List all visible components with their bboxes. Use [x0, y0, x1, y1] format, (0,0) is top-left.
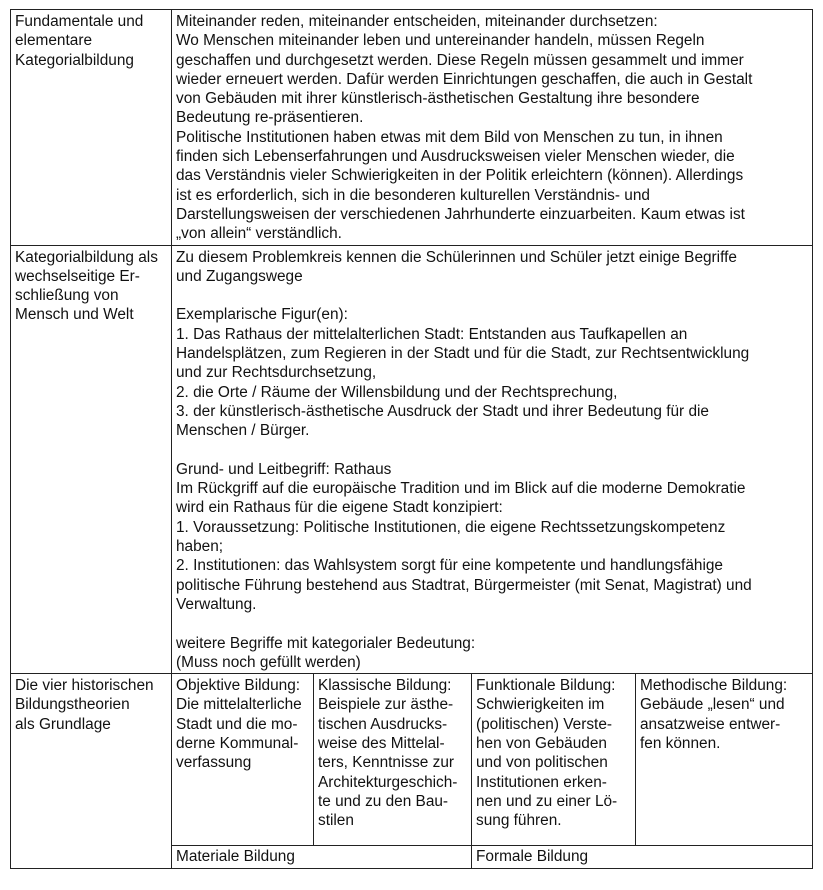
label-line: elementare	[15, 32, 92, 50]
text-line: wieder erneuert werden. Dafür werden Einrichtungen geschaffen, die auch in Gestalt	[176, 70, 753, 88]
text-line: verfassung	[176, 754, 252, 772]
text-line: Objektive Bildung:	[176, 677, 301, 695]
table-row	[11, 674, 813, 846]
text-line: von Gebäuden mit ihrer künstlerisch-ästhetischen Gestaltung ihre besondere	[176, 90, 700, 108]
text-line: Darstellungsweisen der verschiedenen Jahrhunderte einzuarbeiten. Kaum etwas ist	[176, 205, 745, 223]
text-line: Materiale Bildung	[176, 848, 295, 866]
text-line: geschaffen und durchgesetzt werden. Diese Regeln müssen gesammelt und immer	[176, 51, 744, 69]
text-line: weitere Begriffe mit kategorialer Bedeutung:	[176, 634, 476, 652]
label-line: wechselseitige Er-	[15, 267, 140, 285]
row-label-cell	[11, 10, 172, 246]
text-line: Handelsplätzen, zum Regieren in der Stadt und für die Stadt, zur Rechtsentwicklung	[176, 345, 750, 363]
text-line: fen können.	[640, 734, 721, 752]
text-line: das Verständnis vieler Schwierigkeiten in der Politik erleichtern (können). Allerdings	[176, 167, 744, 185]
text-line: haben;	[176, 538, 224, 556]
objektive-bildung-cell	[172, 674, 314, 846]
text-line: Klassische Bildung:	[318, 677, 452, 695]
text-line: Methodische Bildung:	[640, 677, 788, 695]
label-line: schließung von	[15, 287, 119, 305]
text-line: Architekturgeschich-	[318, 773, 458, 791]
text-line: (politischen) Verste-	[476, 715, 613, 733]
text-line: sung führen.	[476, 812, 562, 830]
row-label-cell	[11, 674, 172, 869]
text-line: Grund- und Leitbegriff: Rathaus	[176, 460, 392, 478]
text-line: tischen Ausdrucks-	[318, 715, 448, 733]
text-line: 1. Voraussetzung: Politische Institutionen, die eigene Rechtssetzungskompetenz	[176, 518, 726, 536]
text-line: Beispiele zur ästhe-	[318, 696, 454, 714]
text-line: Verwaltung.	[176, 595, 257, 613]
text-line: „von allein“ verständlich.	[176, 225, 342, 243]
text-line: und von politischen	[476, 754, 608, 772]
text-line: Politische Institutionen haben etwas mit dem Bild von Menschen zu tun, in ihnen	[176, 128, 723, 146]
label-line: als Grundlage	[15, 715, 111, 733]
text-line: (Muss noch gefüllt werden)	[176, 653, 361, 671]
text-line: und Zugangswege	[176, 267, 303, 285]
text-line: derne Kommunal-	[176, 734, 299, 752]
text-line: weise des Mittelal-	[318, 734, 445, 752]
text-line: te und zu den Bau-	[318, 792, 449, 810]
text-line: politische Führung bestehend aus Stadtrat, Bürgermeister (mit Senat, Magistrat) und	[176, 576, 752, 594]
bildung-table	[10, 9, 813, 869]
text-line: 2. die Orte / Räume der Willensbildung und der Rechtsprechung,	[176, 383, 618, 401]
text-line: finden sich Lebenserfahrungen und Ausdrucksweisen vieler Menschen wieder, die	[176, 148, 735, 166]
label-line: Mensch und Welt	[15, 306, 134, 324]
text-line: stilen	[318, 812, 354, 830]
text-line: Stadt und die mo-	[176, 715, 298, 733]
text-line: nen und zu einer Lö-	[476, 792, 618, 810]
label-line: Die vier historischen	[15, 677, 154, 695]
text-line: Schwierigkeiten im	[476, 696, 605, 714]
text-line: Bedeutung re-präsentieren.	[176, 109, 364, 127]
table-row	[11, 245, 813, 674]
text-line: Wo Menschen miteinander leben und untereinander handeln, müssen Regeln	[176, 32, 705, 50]
row-label-cell	[11, 245, 172, 674]
content-cell	[172, 10, 813, 246]
text-line: Institutionen erken-	[476, 773, 607, 791]
table-row	[11, 10, 813, 246]
methodische-bildung-cell	[636, 674, 813, 846]
text-line: Zu diesem Problemkreis kennen die Schülerinnen und Schüler jetzt einige Begriffe	[176, 248, 737, 266]
text-line: ansatzweise entwer-	[640, 715, 781, 733]
text-line: und zur Rechtsdurchsetzung,	[176, 364, 377, 382]
text-line: Menschen / Bürger.	[176, 422, 310, 440]
text-line: hen von Gebäuden	[476, 734, 607, 752]
text-line: wird ein Rathaus für die eigene Stadt konzipiert:	[176, 499, 503, 517]
text-line: Exemplarische Figur(en):	[176, 306, 348, 324]
label-line: Kategorialbildung	[15, 51, 134, 69]
text-line: 2. Institutionen: das Wahlsystem sorgt für eine kompetente und handlungsfähige	[176, 557, 723, 575]
content-cell	[172, 245, 813, 674]
materiale-bildung-cell	[172, 846, 472, 869]
text-line: ters, Kenntnisse zur	[318, 754, 455, 772]
text-line: Formale Bildung	[476, 848, 589, 866]
text-line: 3. der künstlerisch-ästhetische Ausdruck der Stadt und ihrer Bedeutung für die	[176, 402, 709, 420]
label-line: Kategorialbildung als	[15, 248, 158, 266]
text-line: Im Rückgriff auf die europäische Tradition und im Blick auf die moderne Demokratie	[176, 480, 746, 498]
formale-bildung-cell	[472, 846, 813, 869]
text-line: Die mittelalterliche	[176, 696, 302, 714]
text-line: Funktionale Bildung:	[476, 677, 616, 695]
klassische-bildung-cell	[314, 674, 472, 846]
label-line: Fundamentale und	[15, 13, 144, 30]
label-line: Bildungstheorien	[15, 696, 130, 714]
text-line: Miteinander reden, miteinander entscheiden, miteinander durchsetzen:	[176, 13, 658, 30]
funktionale-bildung-cell	[472, 674, 636, 846]
text-line: Gebäude „lesen“ und	[640, 696, 785, 714]
text-line: ist es erforderlich, sich in die besonderen kulturellen Verständnis- und	[176, 186, 650, 204]
text-line: 1. Das Rathaus der mittelalterlichen Stadt: Entstanden aus Taufkapellen an	[176, 325, 688, 343]
